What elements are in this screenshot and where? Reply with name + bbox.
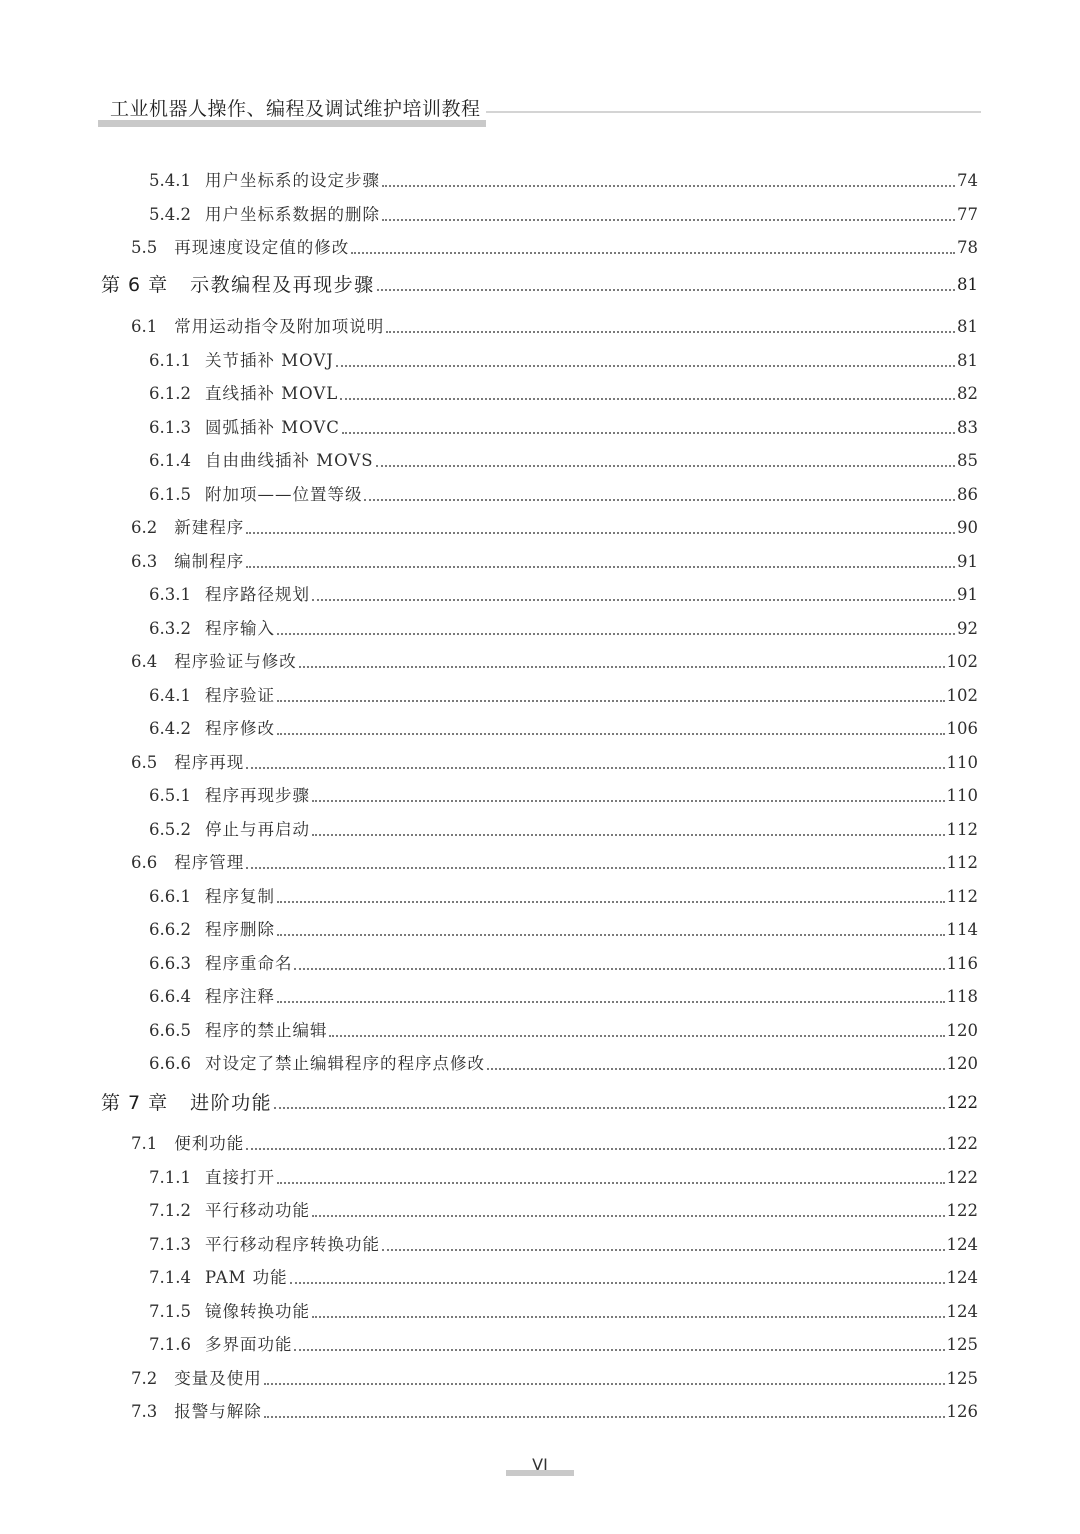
toc-page-number: 91 [957, 552, 978, 571]
toc-section-title: 程序再现 [174, 753, 245, 772]
toc-leader-dots [329, 1035, 944, 1037]
toc-entry [149, 812, 978, 842]
toc-leader-dots [246, 767, 944, 769]
toc-page-number: 122 [946, 1201, 978, 1220]
toc-entry [131, 845, 978, 875]
toc-section-title: 进阶功能 [190, 1092, 273, 1114]
toc-entry [149, 711, 978, 741]
toc-entry [131, 230, 978, 260]
toc-page-number: 106 [946, 719, 978, 738]
toc-entry [149, 1327, 978, 1357]
toc-leader-dots [377, 289, 955, 291]
toc-leader-dots [336, 365, 955, 367]
toc-section-number: 6.6 [131, 853, 158, 872]
toc-section-number: 6.5.2 [149, 820, 191, 839]
toc-leader-dots [246, 867, 944, 869]
toc-section-number: 7.2 [131, 1369, 158, 1388]
toc-page-number: 122 [946, 1134, 978, 1153]
toc-section-title: 示教编程及再现步骤 [190, 274, 375, 296]
toc-entry [149, 1013, 978, 1043]
toc-entry [149, 879, 978, 909]
toc-leader-dots [246, 566, 955, 568]
toc-section-title: 变量及使用 [174, 1369, 262, 1388]
toc-leader-dots [382, 185, 955, 187]
toc-section-number: 6.2 [131, 518, 158, 537]
toc-section-title: 多界面功能 [204, 1335, 293, 1354]
toc-leader-dots [277, 733, 945, 735]
toc-section-number: 7.3 [131, 1402, 158, 1421]
toc-leader-dots [246, 1148, 944, 1150]
toc-section-number: 5.4.1 [149, 171, 191, 190]
toc-page-number: 78 [957, 238, 978, 257]
toc-entry [131, 1126, 978, 1156]
toc-leader-dots [277, 934, 945, 936]
toc-leader-dots [342, 432, 955, 434]
toc-page-number: 77 [957, 205, 978, 224]
toc-leader-dots [277, 633, 955, 635]
toc-section-number: 第 6 章 [101, 274, 169, 296]
toc-section-title: 圆弧插补 MOVC [204, 418, 340, 437]
toc-leader-dots [274, 1107, 944, 1109]
toc-section-title: 程序注释 [204, 987, 275, 1006]
toc-page-number: 110 [946, 786, 978, 805]
toc-leader-dots [386, 331, 955, 333]
toc-page-number: 92 [957, 619, 978, 638]
toc-page-number: 118 [946, 987, 978, 1006]
toc-section-title: 平行移动功能 [204, 1201, 310, 1220]
toc-entry [149, 979, 978, 1009]
toc-page-number: 112 [946, 853, 978, 872]
toc-section-title: 程序管理 [174, 853, 245, 872]
toc-section-title: 常用运动指令及附加项说明 [174, 317, 385, 336]
toc-page-number: 126 [946, 1402, 978, 1421]
toc-page-number: 124 [946, 1302, 978, 1321]
toc-section-title: 直接打开 [204, 1168, 275, 1187]
toc-section-title: 平行移动程序转换功能 [204, 1235, 380, 1254]
toc-leader-dots [340, 398, 955, 400]
toc-page-number: 110 [946, 753, 978, 772]
toc-section-title: 便利功能 [174, 1134, 245, 1153]
toc-entry [131, 644, 978, 674]
toc-section-title: 程序再现步骤 [204, 786, 310, 805]
toc-entry [149, 678, 978, 708]
toc-entry [149, 611, 978, 641]
toc-entry [149, 1046, 978, 1076]
toc-section-number: 第 7 章 [101, 1092, 169, 1114]
toc-section-title: PAM 功能 [204, 1268, 288, 1287]
toc-entry [149, 197, 978, 227]
toc-page-number: 82 [957, 384, 978, 403]
toc-section-number: 6.3 [131, 552, 158, 571]
toc-section-number: 6.1 [131, 317, 158, 336]
toc-chapter-entry [101, 267, 978, 297]
toc-section-number: 6.3.1 [149, 585, 191, 604]
toc-page-number: 83 [957, 418, 978, 437]
toc-page-number: 91 [957, 585, 978, 604]
toc-entry [149, 778, 978, 808]
toc-leader-dots [376, 465, 955, 467]
toc-page-number: 86 [957, 485, 978, 504]
toc-entry [131, 510, 978, 540]
toc-section-number: 6.1.1 [149, 351, 191, 370]
toc-entry [131, 309, 978, 339]
toc-section-title: 报警与解除 [174, 1402, 262, 1421]
toc-section-title: 程序删除 [204, 920, 275, 939]
toc-page-number: 112 [946, 820, 978, 839]
toc-entry [149, 1193, 978, 1223]
toc-section-number: 6.5 [131, 753, 158, 772]
toc-entry [131, 745, 978, 775]
toc-page-number: 74 [957, 171, 978, 190]
toc-entry [149, 410, 978, 440]
toc-section-number: 6.6.3 [149, 954, 191, 973]
toc-section-number: 7.1.2 [149, 1201, 191, 1220]
toc-section-title: 附加项——位置等级 [204, 485, 363, 504]
toc-leader-dots [312, 1316, 945, 1318]
toc-page-number: 102 [946, 686, 978, 705]
toc-section-title: 程序重命名 [204, 954, 293, 973]
toc-section-title: 程序修改 [204, 719, 275, 738]
toc-leader-dots [487, 1068, 945, 1070]
toc-section-number: 6.6.4 [149, 987, 191, 1006]
toc-page-number: 85 [957, 451, 978, 470]
toc-section-number: 6.5.1 [149, 786, 191, 805]
running-header-title: 工业机器人操作、编程及调试维护培训教程 [110, 98, 481, 120]
toc-leader-dots [382, 219, 955, 221]
toc-section-number: 6.6.2 [149, 920, 191, 939]
toc-section-number: 5.4.2 [149, 205, 191, 224]
toc-page-number: 124 [946, 1268, 978, 1287]
toc-section-title: 停止与再启动 [204, 820, 310, 839]
toc-section-title: 自由曲线插补 MOVS [204, 451, 374, 470]
toc-leader-dots [246, 532, 955, 534]
page-number: VI [532, 1455, 548, 1474]
toc-leader-dots [277, 1001, 945, 1003]
toc-section-number: 6.6.1 [149, 887, 191, 906]
toc-section-number: 6.3.2 [149, 619, 191, 638]
toc-section-number: 5.5 [131, 238, 158, 257]
toc-entry [149, 912, 978, 942]
toc-leader-dots [382, 1249, 945, 1251]
toc-section-title: 新建程序 [174, 518, 245, 537]
toc-section-number: 7.1.5 [149, 1302, 191, 1321]
toc-entry [131, 1394, 978, 1424]
toc-section-title: 程序验证与修改 [174, 652, 297, 671]
toc-section-title: 关节插补 MOVJ [204, 351, 334, 370]
toc-section-number: 6.1.2 [149, 384, 191, 403]
toc-leader-dots [264, 1416, 945, 1418]
toc-leader-dots [351, 252, 955, 254]
toc-section-number: 6.4.1 [149, 686, 191, 705]
toc-section-title: 镜像转换功能 [204, 1302, 310, 1321]
toc-page-number: 120 [946, 1021, 978, 1040]
toc-page-number: 112 [946, 887, 978, 906]
header-rule [486, 111, 981, 113]
toc-leader-dots [294, 968, 944, 970]
toc-page-number: 116 [946, 954, 978, 973]
toc-page-number: 114 [946, 920, 978, 939]
toc-section-title: 程序复制 [204, 887, 275, 906]
toc-leader-dots [312, 800, 945, 802]
toc-page-number: 81 [957, 317, 978, 336]
toc-section-title: 再现速度设定值的修改 [174, 238, 350, 257]
toc-page-number: 122 [946, 1168, 978, 1187]
toc-leader-dots [299, 666, 945, 668]
toc-entry [149, 477, 978, 507]
toc-entry [149, 376, 978, 406]
toc-entry [149, 946, 978, 976]
toc-page-number: 90 [957, 518, 978, 537]
toc-leader-dots [277, 1182, 945, 1184]
toc-section-number: 7.1 [131, 1134, 158, 1153]
toc-leader-dots [312, 1215, 945, 1217]
toc-leader-dots [277, 901, 945, 903]
toc-section-number: 7.1.3 [149, 1235, 191, 1254]
toc-page-number: 81 [957, 351, 978, 370]
toc-entry [149, 443, 978, 473]
toc-leader-dots [264, 1383, 945, 1385]
toc-entry [149, 1260, 978, 1290]
toc-chapter-entry [101, 1085, 978, 1115]
toc-entry [149, 1227, 978, 1257]
toc-page-number: 122 [946, 1093, 978, 1112]
toc-leader-dots [294, 1349, 944, 1351]
toc-leader-dots [312, 599, 955, 601]
toc-leader-dots [290, 1282, 945, 1284]
toc-section-title: 程序输入 [204, 619, 275, 638]
toc-section-title: 用户坐标系的设定步骤 [204, 171, 380, 190]
toc-section-number: 6.1.3 [149, 418, 191, 437]
toc-section-title: 程序验证 [204, 686, 275, 705]
toc-section-title: 编制程序 [174, 552, 245, 571]
toc-section-number: 7.1.4 [149, 1268, 191, 1287]
toc-entry [131, 544, 978, 574]
toc-page-number: 125 [946, 1335, 978, 1354]
toc-section-number: 6.4 [131, 652, 158, 671]
toc-page-number: 125 [946, 1369, 978, 1388]
toc-entry [149, 1160, 978, 1190]
toc-leader-dots [312, 834, 945, 836]
header-underline-bar [98, 120, 486, 127]
toc-leader-dots [277, 700, 945, 702]
toc-section-number: 7.1.1 [149, 1168, 191, 1187]
toc-page-number: 102 [946, 652, 978, 671]
toc-section-number: 6.1.5 [149, 485, 191, 504]
toc-section-number: 6.4.2 [149, 719, 191, 738]
toc-entry [149, 163, 978, 193]
toc-section-title: 用户坐标系数据的删除 [204, 205, 380, 224]
toc-entry [149, 577, 978, 607]
toc-section-title: 程序的禁止编辑 [204, 1021, 328, 1040]
toc-entry [131, 1361, 978, 1391]
toc-section-number: 6.1.4 [149, 451, 191, 470]
toc-section-number: 7.1.6 [149, 1335, 191, 1354]
toc-leader-dots [364, 499, 955, 501]
toc-section-number: 6.6.5 [149, 1021, 191, 1040]
toc-section-title: 直线插补 MOVL [204, 384, 339, 403]
toc-entry [149, 1294, 978, 1324]
toc-entry [149, 343, 978, 373]
toc-page-number: 81 [957, 275, 978, 294]
toc-section-number: 6.6.6 [149, 1054, 191, 1073]
toc-section-title: 程序路径规划 [204, 585, 310, 604]
toc-page-number: 124 [946, 1235, 978, 1254]
toc-page-number: 120 [946, 1054, 978, 1073]
toc-section-title: 对设定了禁止编辑程序的程序点修改 [204, 1054, 485, 1073]
